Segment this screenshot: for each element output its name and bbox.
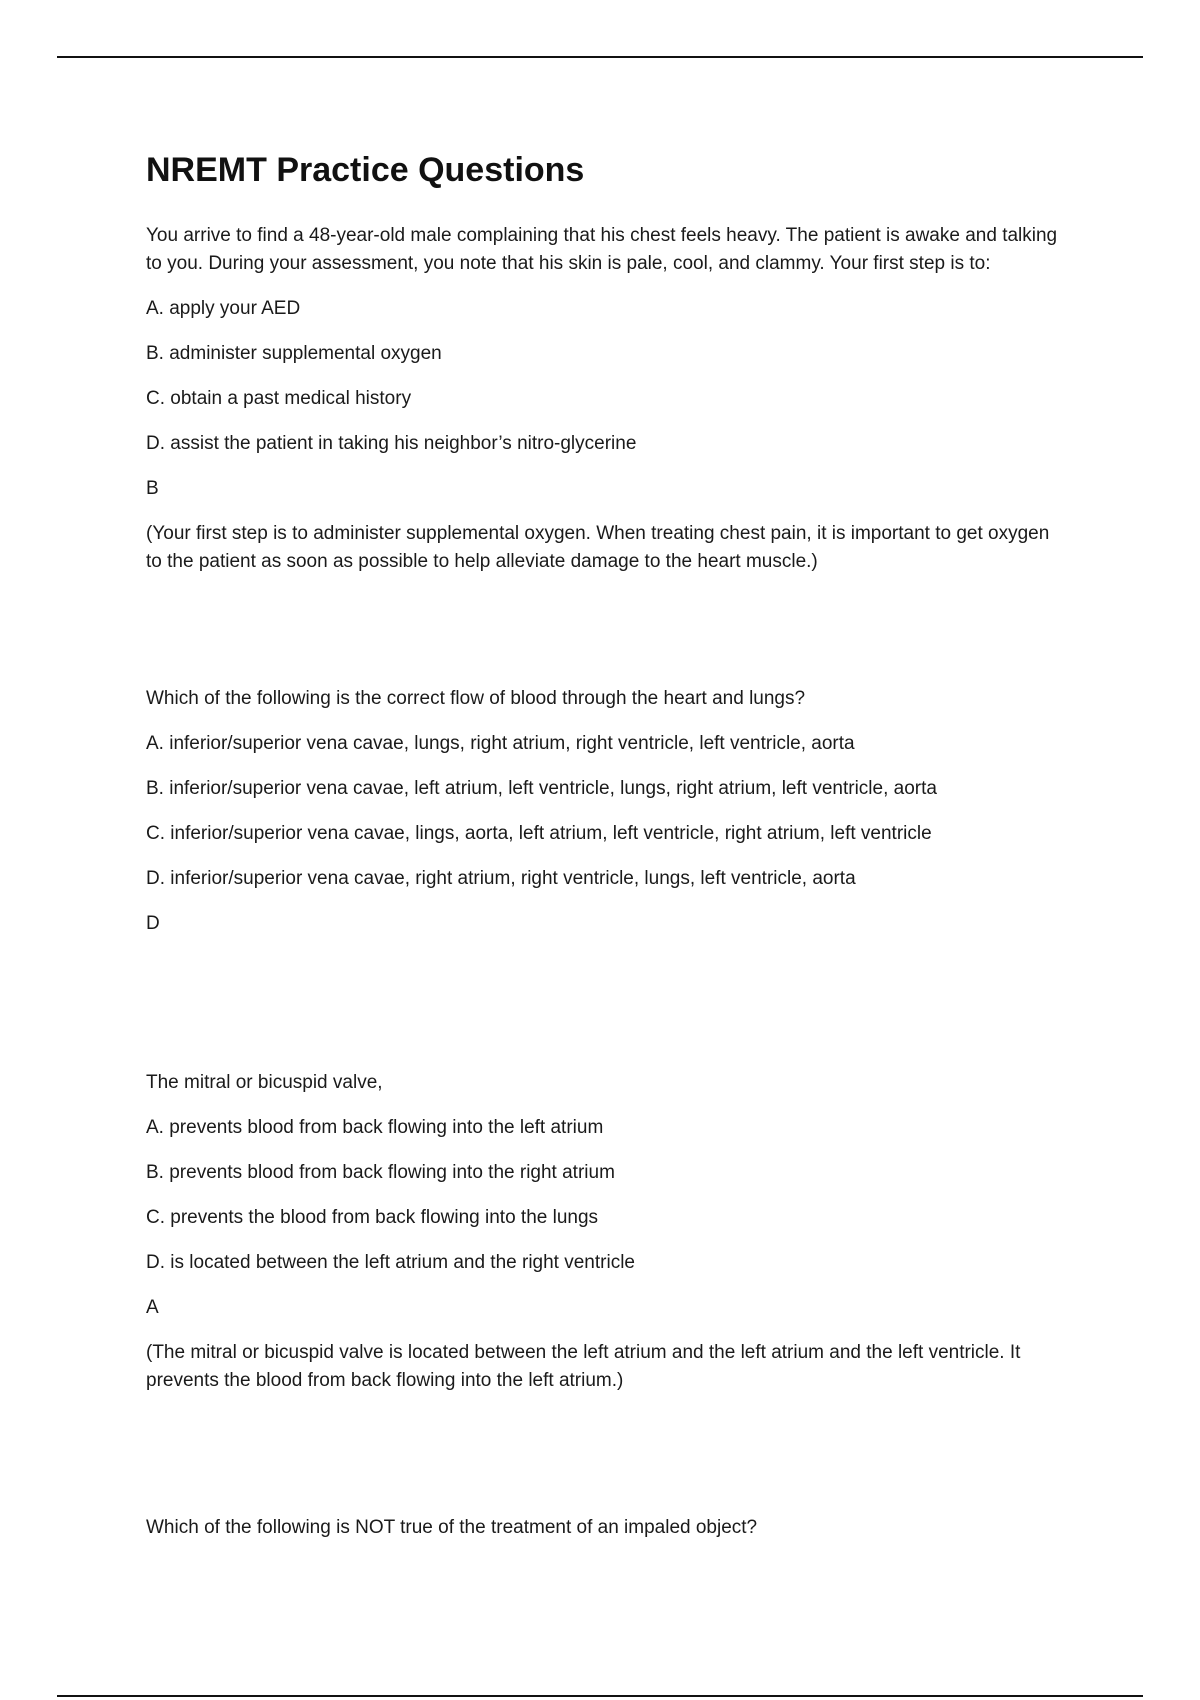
option-b: B. prevents blood from back flowing into the right atrium bbox=[146, 1162, 615, 1183]
page-title: NREMT Practice Questions bbox=[146, 151, 585, 189]
question-text: You arrive to find a 48-year-old male complaining that his chest feels heavy. The patient is awake and talking to you. During your assessment, you note that his skin is pale, cool, and clammy. Your first step is to: bbox=[146, 225, 1058, 274]
option-d: D. is located between the left atrium and the right ventricle bbox=[146, 1252, 635, 1273]
question-text: The mitral or bicuspid valve, bbox=[146, 1072, 383, 1093]
answer-explanation: (The mitral or bicuspid valve is located between the left atrium and the left atrium and the left ventricle. It prevents the blood from back flowing into the left atrium.) bbox=[146, 1342, 1021, 1391]
option-c: C. obtain a past medical history bbox=[146, 388, 412, 409]
option-a: A. apply your AED bbox=[146, 298, 301, 319]
option-a: A. prevents blood from back flowing into the left atrium bbox=[146, 1117, 604, 1138]
option-c: C. prevents the blood from back flowing into the lungs bbox=[146, 1207, 599, 1228]
option-d: D. assist the patient in taking his neighbor’s nitro-glycerine bbox=[146, 433, 637, 454]
footer-rule bbox=[57, 1695, 1143, 1697]
document-body bbox=[146, 148, 1066, 1559]
question-3 bbox=[146, 1069, 1066, 1395]
option-b: B. inferior/superior vena cavae, left atrium, left ventricle, lungs, right atrium, left ventricle, aorta bbox=[146, 778, 937, 799]
answer-key: A bbox=[146, 1297, 159, 1318]
question-1 bbox=[146, 222, 1066, 576]
answer-explanation: (Your first step is to administer supplemental oxygen. When treating chest pain, it is important to get oxygen to the patient as soon as possible to help alleviate damage to the heart muscle.) bbox=[146, 523, 1050, 572]
option-d: D. inferior/superior vena cavae, right atrium, right ventricle, lungs, left ventricle, aorta bbox=[146, 868, 856, 889]
question-gap bbox=[146, 593, 1066, 685]
question-gap bbox=[146, 955, 1066, 1069]
question-2 bbox=[146, 685, 1066, 938]
question-gap bbox=[146, 1412, 1066, 1514]
question-text: Which of the following is NOT true of the treatment of an impaled object? bbox=[146, 1517, 758, 1538]
header-rule bbox=[57, 56, 1143, 58]
answer-key: D bbox=[146, 913, 160, 934]
option-a: A. inferior/superior vena cavae, lungs, right atrium, right ventricle, left ventricle, aorta bbox=[146, 733, 855, 754]
question-text: Which of the following is the correct flow of blood through the heart and lungs? bbox=[146, 688, 806, 709]
answer-key: B bbox=[146, 478, 159, 499]
question-4 bbox=[146, 1514, 1066, 1542]
option-c: C. inferior/superior vena cavae, lings, aorta, left atrium, left ventricle, right atrium, left ventricle bbox=[146, 823, 932, 844]
option-b: B. administer supplemental oxygen bbox=[146, 343, 442, 364]
